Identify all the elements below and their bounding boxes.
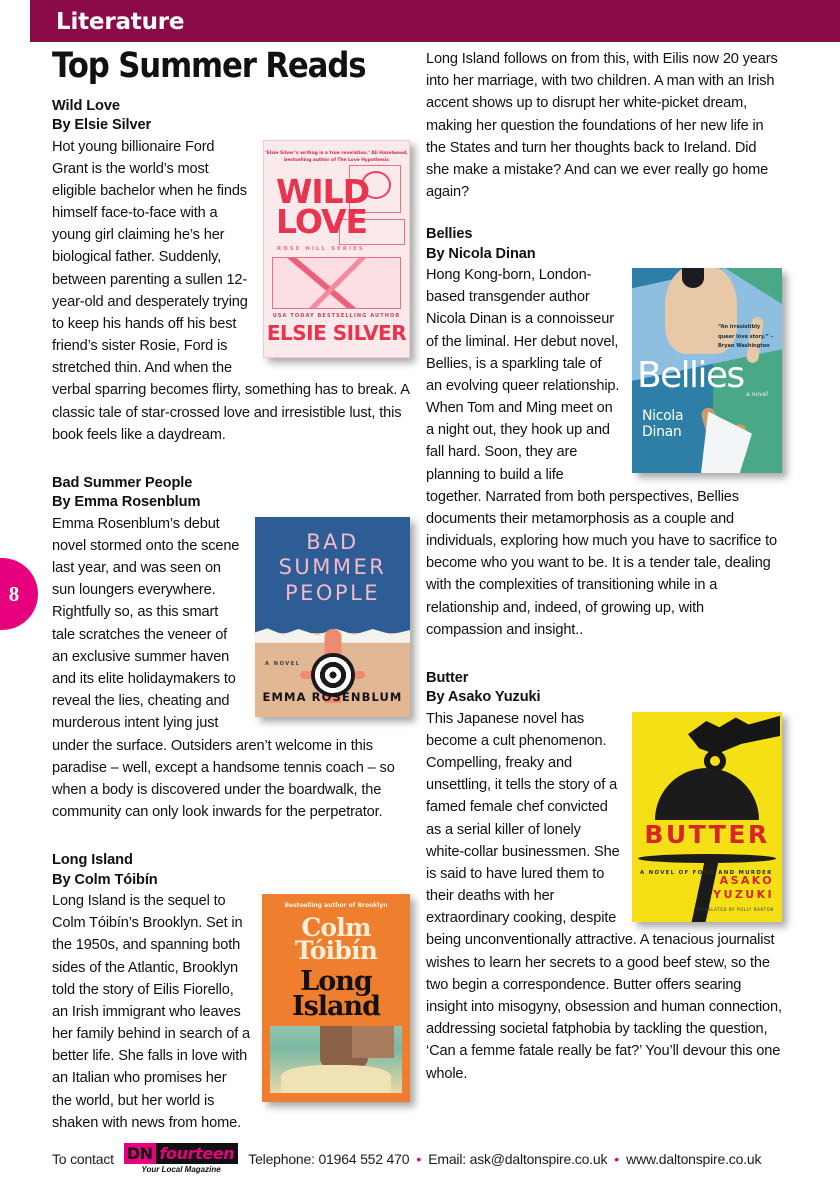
book-author: By Colm Tóibín [52,871,158,888]
cover-quote: “An irresistibly queer love story.” –Bryan Washington [718,324,774,350]
cover-bestselling-line: Bestselling author of Brooklyn [284,902,388,909]
cover-title: BAD SUMMER PEOPLE [278,529,387,605]
book-cover-bellies [632,268,782,473]
long-island-continued: Long Island follows on from this, with Eilis now 20 years into her marriage, with two children. A man with an Irish accent shows up to disrupt her white-picket dream, making her question the foundations of her new life in the States and turn her thoughts back to Ireland. Did she make a mistake? And can we ever really go home again? [426,51,778,201]
footer-separator-icon: • [416,1150,422,1167]
book-author: By Asako Yuzuki [426,689,541,706]
footer-website[interactable]: www.daltonspire.co.uk [626,1150,762,1167]
book-title: Long Island [52,852,133,869]
book-entry-bad-summer-people [52,474,410,823]
section-header-bar [30,0,840,42]
cover-photograph [270,1026,402,1093]
logo-dn-text: DN [124,1143,156,1164]
page-footer [52,1143,792,1174]
cover-author: Nicola Dinan [642,407,684,440]
cover-cloche-icon [655,768,759,820]
right-column [426,48,782,1091]
book-author: By Emma Rosenblum [52,494,201,511]
footer-email[interactable]: Email: ask@daltonspire.co.uk [428,1150,608,1167]
spacer [52,452,410,474]
magazine-logo [124,1143,238,1174]
cover-series: ROSE HILL SERIES [277,245,365,252]
cover-author: Colm Tóibín [294,913,378,966]
cover-title: Long Island [291,966,381,1022]
book-entry-long-island [52,851,410,1134]
left-column [52,48,410,1140]
book-author: By Elsie Silver [52,117,152,134]
cover-hair [682,268,704,288]
spacer [426,647,782,669]
book-entry-wild-love [52,97,410,446]
book-title: Butter [426,669,469,686]
book-cover-wild-love [263,140,410,358]
cover-author: ELSIE SILVER [266,320,407,345]
footer-contact-label: To contact [52,1150,114,1167]
spacer [426,203,782,225]
cover-hand-icon [688,716,780,760]
cover-neck2 [352,1026,394,1058]
book-title: Bellies [426,226,473,243]
book-title: Bad Summer People [52,474,193,491]
book-body: Hot young billionaire Ford Grant is the world’s most eligible bachelor when he finds himself face-to-face with a young girl claiming he’s her biological father. Suddenly, between parenting a sullen 12-year-old and desperately trying to keep his hands off his best friend’s sister Rosie, Ford is stretched thin. And when the verbal sparring becomes flirty, something has to break. A classic tale of star-crossed love and irresistible lust, this book feels like a daydream. [52,138,410,443]
logo-fourteen-text: fourteen [156,1143,239,1164]
cover-author: EMMA ROSENBLUM [262,689,403,704]
cover-author: ASAKO YUZUKI [713,874,774,901]
book-entry-bellies [426,225,782,641]
book-body: Long Island is the sequel to Colm Tóibín’s Brooklyn. Set in the 1950s, and spanning both sides of the Atlantic, Brooklyn told the story of Eilis Fiorello, an Irish immigrant who leaves her family behind in search of a better life. She falls in love with an Italian who promises her the world, but her world is shaken with news from home. [52,893,251,1131]
cover-blurb: ‘Elsie Silver’s writing is a true revelation.’ Ali Hazelwood, bestselling author of The Love Hypothesis [265,150,408,164]
book-body: Emma Rosenblum’s debut novel stormed onto the scene last year, and was seen on sun loungers everywhere. Rightfully so, as this smart tale scratches the veneer of an exclusive summer haven and its elite holidaymakers to reveal the lies, cheating and murderous intent lying just under the surface. Outsiders aren’t welcome in this paradise – well, except a handsome tennis coach – so when a body is discovered under the boardwalk, the community can only look inwards for the perpetrator. [52,515,395,821]
cover-shoulder [281,1065,392,1093]
page-number: 8 [8,581,20,606]
cover-title: Bellies [637,355,744,397]
cover-novel-label: A NOVEL [265,660,301,667]
article-title: Top Summer Reads [52,46,366,86]
spacer [52,829,410,851]
cover-mountain-illustration [272,257,401,309]
cover-subtitle: A NOVEL OF FOOD AND MURDER [640,869,773,876]
book-body: Hong Kong-born, London-based transgender author Nicola Dinan is a connoisseur of the liminal. Her debut novel, Bellies, is a sparkling tale of an evolving queer relationship. When Tom and Ming meet on a night out, they hook up and fall hard. Soon, they are planning to build a life together. Narrated from both perspectives, Bellies documents their metamorphosis as a couple and individuals, exploring how much you have to sacrifice to become who you want to be. It is a tender tale, dealing with the complexities of transitioning while in a relationship and, indeed, of growing up, with compassion and insight.. [426,267,777,638]
book-entry-butter [426,669,782,1085]
cover-accolade: USA TODAY BESTSELLING AUTHOR [272,312,401,319]
footer-separator-icon: • [614,1150,620,1167]
book-cover-butter [632,712,782,922]
footer-telephone: Telephone: 01964 552 470 [248,1150,410,1167]
book-author: By Nicola Dinan [426,245,536,262]
cover-novel-label: a novel [746,391,768,399]
page-number-badge [0,558,38,630]
book-cover-long-island [262,894,410,1102]
book-title: Wild Love [52,97,120,114]
section-title: Literature [56,9,185,35]
book-body: This Japanese novel has become a cult phenomenon. Compelling, freaky and unsettling, it tells the story of a famed female chef convicted as a serial killer of lonely white-collar businessmen. She is said to have lured them to their deaths with her extraordinary cooking, despite being unconventionally attractive. A tenacious journalist wishes to learn her secrets to a good beef stew, so the two begin a correspondence. Butter offers searing insight into misogyny, obsession and human connection, addressing societal fatphobia by tackling the question, ‘Can a femme fatale really be fat?’ You’ll devour this one whole. [426,710,782,1082]
logo-tagline: Your Local Magazine [141,1165,221,1174]
cover-title: WILD LOVE [276,171,370,241]
cover-translator: TRANSLATED BY POLLY BARTON [695,906,774,912]
book-cover-bad-summer-people [255,517,410,717]
cover-title: BUTTER [644,819,770,849]
